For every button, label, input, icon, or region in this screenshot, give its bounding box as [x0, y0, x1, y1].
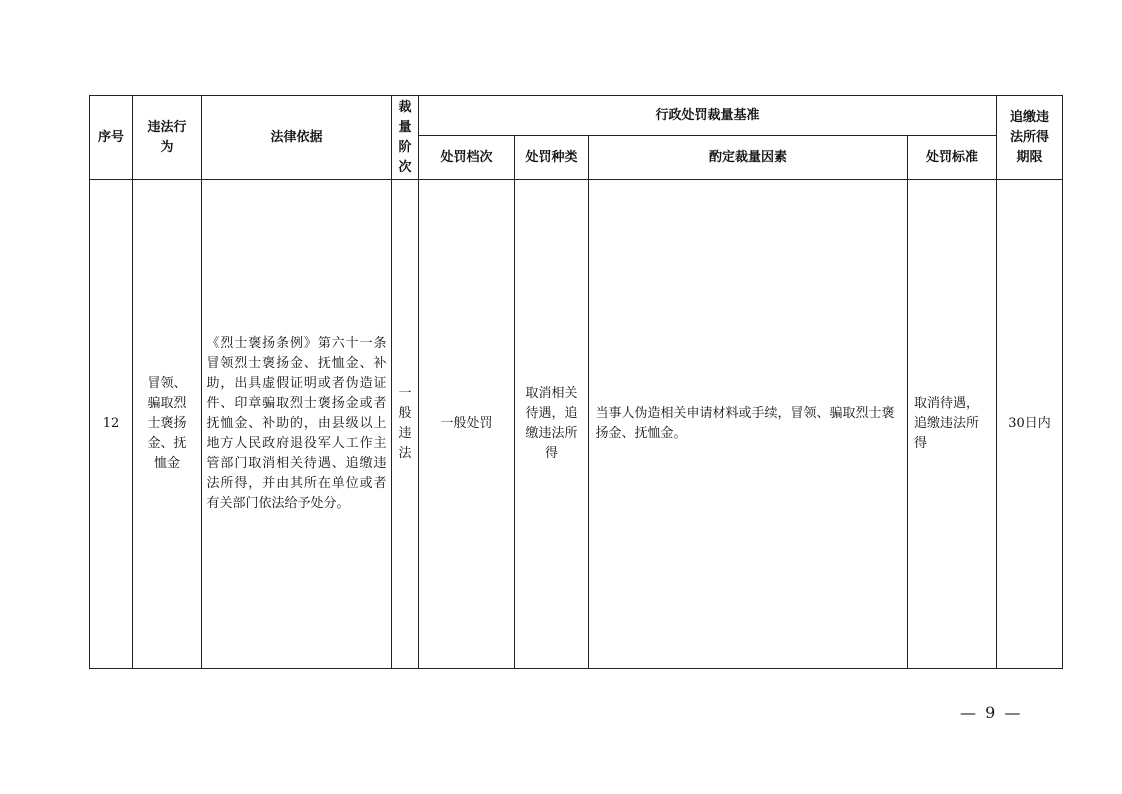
header-legal-basis: 法律依据	[202, 96, 392, 180]
table-row	[90, 180, 1063, 669]
cell-penalty-grade: 一般处罚	[419, 180, 515, 669]
cell-penalty-standard: 取消待遇，追缴违法所得	[908, 180, 997, 669]
page-number: — 9 —	[960, 703, 1023, 722]
header-violation-act: 违法行为	[133, 96, 202, 180]
header-seq: 序号	[90, 96, 133, 180]
header-penalty-grade: 处罚档次	[419, 136, 515, 180]
header-admin-penalty-standard: 行政处罚裁量基准	[419, 96, 997, 136]
header-recovery-period: 追缴违法所得期限	[997, 96, 1063, 180]
header-penalty-standard: 处罚标准	[908, 136, 997, 180]
header-discretion-level: 裁量阶次	[392, 96, 419, 180]
header-discretion-factors: 酌定裁量因素	[589, 136, 908, 180]
cell-discretion-level: 一般违法	[392, 180, 419, 669]
penalty-standard-table	[89, 95, 1063, 669]
cell-recovery-period: 30日内	[997, 180, 1063, 669]
cell-violation-act: 冒领、骗取烈士褒扬金、抚恤金	[133, 180, 202, 669]
cell-legal-basis: 《烈士褒扬条例》第六十一条冒领烈士褒扬金、抚恤金、补助，出具虚假证明或者伪造证件、印章骗取烈士褒扬金或者抚恤金、补助的，由县级以上地方人民政府退役军人工作主管部门取消相关待遇、追缴违法所得，并由其所在单位或者有关部门依法给予处分。	[202, 180, 392, 669]
cell-seq: 12	[90, 180, 133, 669]
cell-discretion-factors: 当事人伪造相关申请材料或手续，冒领、骗取烈士褒扬金、抚恤金。	[589, 180, 908, 669]
header-penalty-type: 处罚种类	[515, 136, 589, 180]
cell-penalty-type: 取消相关待遇，追缴违法所得	[515, 180, 589, 669]
